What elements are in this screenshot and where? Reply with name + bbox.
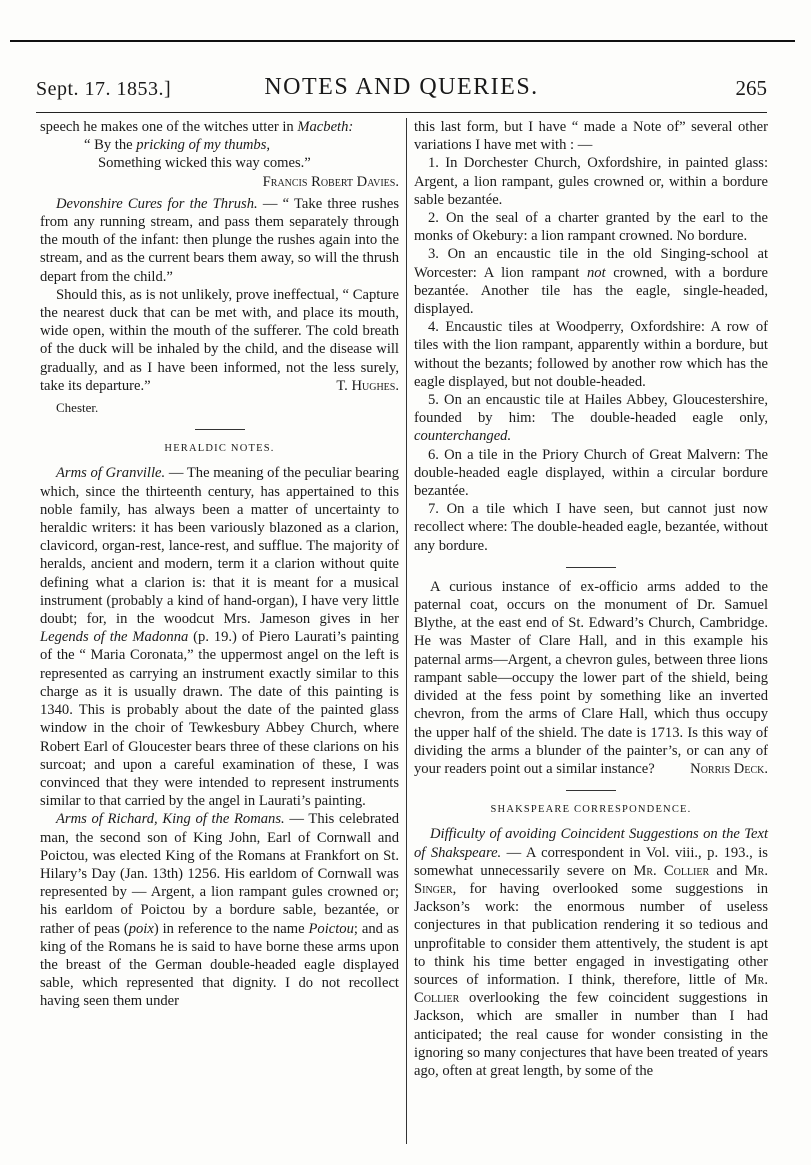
section-heading: SHAKSPEARE CORRESPONDENCE.	[490, 804, 692, 816]
column-divider	[406, 118, 407, 1144]
paragraph: Arms of Granville. — The meaning of the peculiar bearing which, since the thirteenth century, has appertained to this noble family, has always been a matter of uncertainty to heraldic writers: it has been variously blazoned as a clarion, clavicord, organ-rest, lance-rest, and sufflue. The majority of heralds, ancient and modern, term it a clarion without quite defining what a clarion is: that it is meant for a musical instrument (probably a kind of hand-organ), I have very little doubt; for, in the woodcut Mrs. Jameson gives in her Legends of the Madonna (p. 19.) of Piero Laurati’s painting of the “ Maria Coronata,” the uppermost angel on the left is represented as carrying an instrument exactly similar to this charge as it is usually drawn. The date of this painting is 1340. This is probably about the date of the painted glass window in the choir of Tewkesbury Abbey Church, where Robert Earl of Gloucester bears three of these clarions on his surcoat; and upon a careful examination of these, I was convinced that they were intended to represent instruments similar to that carried by the angel in Laurati’s painting.	[40, 465, 399, 810]
paragraph: speech he makes one of the witches utter in Macbeth:	[40, 119, 354, 135]
section-separator	[566, 567, 616, 568]
running-header	[36, 72, 767, 106]
header-rule	[36, 112, 767, 113]
paragraph: Devonshire Cures for the Thrush. — “ Take three rushes from any running stream, and pass them separately through the mouth of the infant: then plunge the rushes again into the stream, and as the current bears them away, so will the thrush depart from the child.”	[40, 195, 399, 285]
list-item: 2. On the seal of a charter granted by the earl to the monks of Okebury: a lion rampant crowned. No bordure.	[414, 210, 768, 245]
right-column	[414, 118, 768, 1080]
signature: Norris Deck.	[690, 760, 768, 777]
section-separator	[195, 429, 245, 430]
top-rule	[10, 40, 795, 42]
list-item: 5. On an encaustic tile at Hailes Abbey, Gloucestershire, founded by him: The double-headed eagle only, counterchanged.	[414, 392, 768, 445]
list-item: 4. Encaustic tiles at Woodperry, Oxfordshire: A row of tiles with the lion rampant, apparently within a bordure, but without the bezants; followed by another row which has the eagle displayed, but not double-headed.	[414, 319, 768, 390]
signature: Francis Robert Davies.	[262, 173, 399, 190]
paragraph: Arms of Richard, King of the Romans. — This celebrated man, the second son of King John, Earl of Cornwall and Poictou, was elected King of the Romans at Frankfort on St. Hilary’s Day (Jan. 13th) 1256. His earldom of Cornwall was represented by — Argent, a lion rampant gules crowned or; his earldom of Poictou by a bordure sable, bezantée, or rather of peas (poix) in reference to the name Poictou; and as king of the Romans he is said to have borne these arms upon the breast of the German double-headed eagle displayed sable, which represented that dignity. I do not recollect having seen them under	[40, 811, 399, 1010]
list-item: 7. On a tile which I have seen, but cannot just now recollect where: The double-headed eagle, bezantée, without any bordure.	[414, 501, 768, 554]
paragraph: this last form, but I have “ made a Note of” several other variations I have met with : —	[414, 119, 768, 154]
paragraph: Difficulty of avoiding Coincident Suggestions on the Text of Shakspeare. — A correspondent in Vol. viii., p. 193., is somewhat unnecessarily severe on Mr. Collier and Mr. Singer, for having overlooked some suggestions in Jackson’s work: the enormous number of useless conjectures in that publication rendering it so tedious and unprofitable to consider them attentively, the student is apt to think his time better engaged in investigating other sources of information. I think, therefore, little of Mr. Collier overlooking the few coincident suggestions in Jackson, which are smaller in number than I had anticipated; the real cause for wonder consisting in the ignoring so many conjectures that have been treated of years ago, often at great length, by some of the	[414, 826, 768, 1079]
place-name: Chester.	[56, 400, 99, 416]
verse-line: Something wicked this way comes.”	[98, 155, 311, 172]
section-heading: HERALDIC NOTES.	[164, 443, 275, 455]
paragraph: A curious instance of ex-officio arms added to the paternal coat, occurs on the monument of Dr. Samuel Blythe, at the east end of St. Edward’s Church, Cambridge. He was Master of Clare Hall, and in this example his paternal arms—Argent, a chevron gules, between three lions rampant sable—occupy the lower part of the shield, being divided at the fess point by something like an inverted chevron, from the arms of Clare Hall, which thus occupy the upper half of the shield. The date is 1713. Is this way of dividing the arms a blunder of the painter’s, or can any of your readers point out a similar instance? Norris Deck.	[414, 578, 768, 777]
list-item: 6. On a tile in the Priory Church of Great Malvern: The double-headed eagle displayed, within a circular bordure bezantée.	[414, 446, 768, 500]
list-item: 1. In Dorchester Church, Oxfordshire, in painted glass: Argent, a lion rampant, gules crowned or, within a bordure sable bezantée.	[414, 155, 768, 208]
section-separator	[566, 790, 616, 791]
signature: T. Hughes.	[336, 377, 399, 394]
variations-list	[414, 154, 768, 554]
left-column	[40, 118, 399, 1011]
list-item: 3. On an encaustic tile in the old Singing-school at Worcester: A lion rampant not crowned, with a bordure bezantée. Another tile has the eagle, single-headed, displayed.	[414, 246, 768, 318]
paragraph: Should this, as is not unlikely, prove ineffectual, “ Capture the nearest duck that can be met with, and place its mouth, wide open, within the mouth of the sufferer. The cold breath of the duck will be inhaled by the child, and the disease will gradually, and as I have been informed, not the less surely, take its departure.” T. Hughes.	[40, 286, 399, 394]
journal-title: NOTES AND QUERIES.	[264, 74, 539, 100]
header-date: Sept. 17. 1853.]	[36, 78, 172, 100]
page-number: 265	[735, 76, 767, 100]
verse-line: “ By the pricking of my thumbs,	[84, 137, 271, 154]
